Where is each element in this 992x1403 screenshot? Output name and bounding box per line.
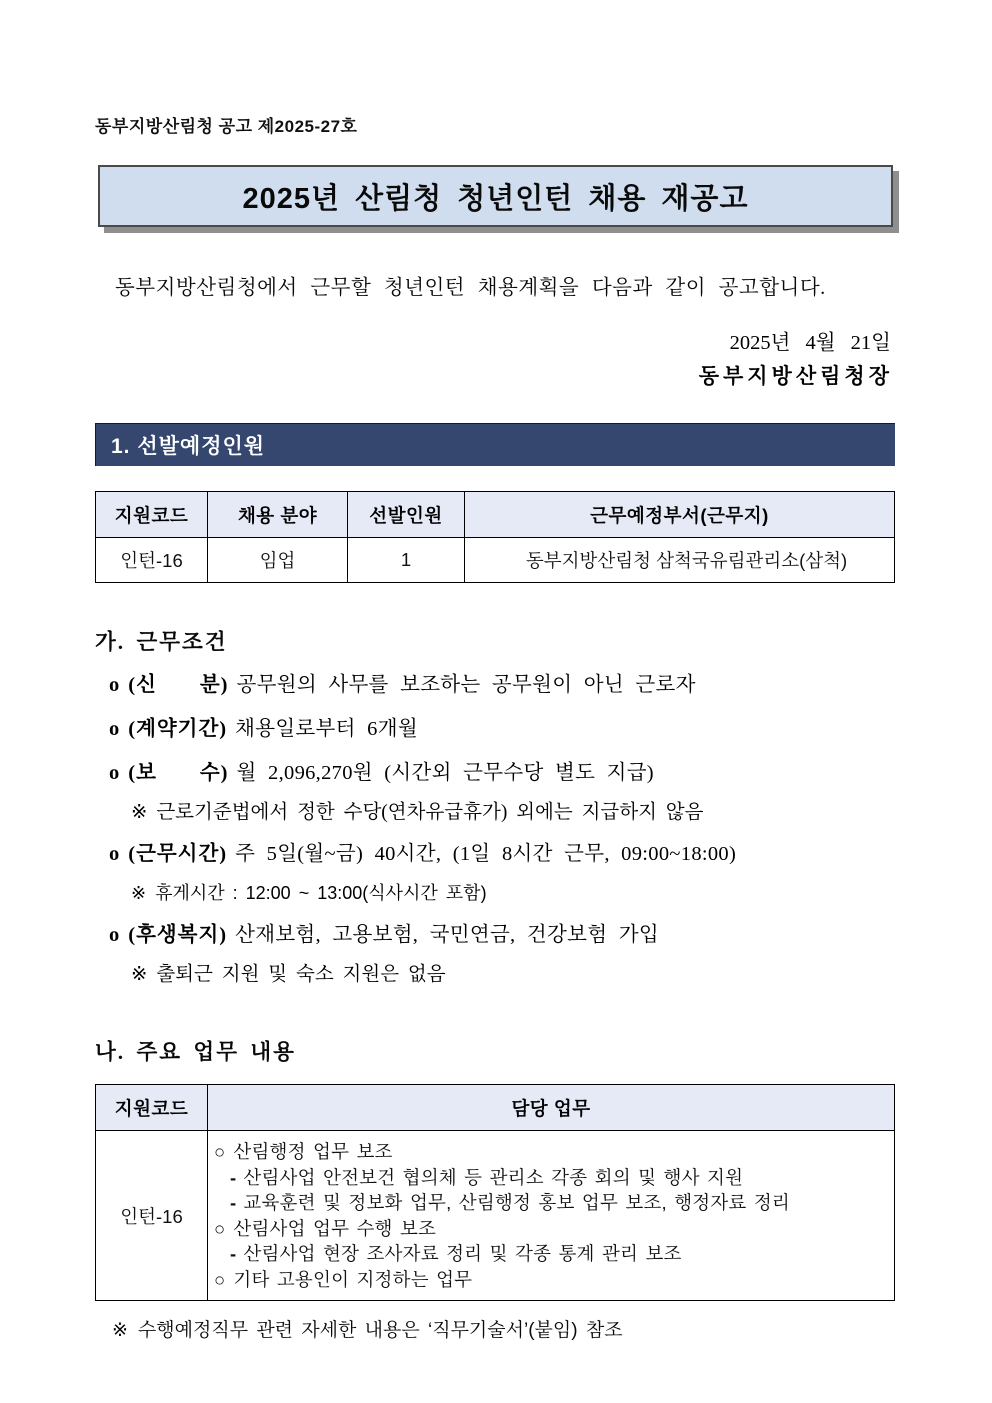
condition-label: (근무시간) bbox=[128, 843, 228, 865]
task-marker: - bbox=[230, 1166, 237, 1188]
cell-count: 1 bbox=[348, 538, 465, 583]
task-marker: - bbox=[230, 1243, 237, 1264]
selection-table bbox=[95, 491, 895, 583]
condition-label: (보 수) bbox=[128, 762, 229, 784]
cell-tasks bbox=[208, 1131, 895, 1301]
condition-item-contract bbox=[95, 714, 895, 745]
task-line bbox=[214, 1216, 884, 1242]
condition-note-commute bbox=[95, 960, 895, 989]
cell-field: 임업 bbox=[208, 538, 348, 583]
condition-label: (후생복지) bbox=[128, 924, 228, 946]
conditions-heading: 가. 근무조건 bbox=[95, 630, 228, 654]
task-text: 기타 고용인이 지정하는 업무 bbox=[233, 1268, 473, 1290]
announcement-date: 2025년 4월 21일 bbox=[729, 332, 891, 354]
col-header-count: 선발인원 bbox=[348, 492, 465, 538]
task-line bbox=[214, 1190, 884, 1216]
col-header-code: 지원코드 bbox=[96, 492, 208, 538]
condition-text: 채용일로부터 6개월 bbox=[235, 718, 418, 740]
conditions-list bbox=[95, 670, 895, 989]
note-marker: ※ bbox=[131, 883, 147, 903]
condition-text: 산재보험, 고용보험, 국민연금, 건강보험 가입 bbox=[235, 924, 659, 946]
task-text: 산림사업 현장 조사자료 정리 및 각종 통계 관리 보조 bbox=[243, 1243, 682, 1264]
section-heading: 1. 선발예정인원 bbox=[111, 435, 266, 458]
bullet-marker: o bbox=[109, 674, 120, 696]
cell-code: 인턴-16 bbox=[96, 538, 208, 583]
title-box bbox=[98, 165, 893, 227]
task-text: 산림행정 업무 보조 bbox=[233, 1141, 393, 1162]
signer-name: 동부지방산림청장 bbox=[698, 364, 893, 388]
note-marker: ※ bbox=[112, 1320, 128, 1341]
condition-text: 주 5일(월~금) 40시간, (1일 8시간 근무, 09:00~18:00) bbox=[235, 843, 737, 865]
condition-item-welfare bbox=[95, 920, 895, 951]
cell-code: 인턴-16 bbox=[96, 1131, 208, 1301]
note-text: 출퇴근 지원 및 숙소 지원은 없음 bbox=[156, 964, 446, 985]
task-text: 교육훈련 및 정보화 업무, 산림행정 홍보 업무 보조, 행정자료 정리 bbox=[243, 1192, 790, 1213]
selection-table-row bbox=[96, 538, 895, 583]
condition-note-break bbox=[95, 879, 895, 908]
task-line bbox=[214, 1267, 884, 1293]
bullet-marker: o bbox=[109, 924, 120, 946]
task-line bbox=[214, 1241, 884, 1267]
note-text: 휴게시간 : 12:00 ~ 13:00(식사시간 포함) bbox=[155, 883, 487, 903]
duties-table-header-row bbox=[96, 1085, 895, 1131]
condition-text: 공무원의 사무를 보조하는 공무원이 아닌 근로자 bbox=[236, 674, 696, 696]
condition-item-hours bbox=[95, 839, 895, 870]
col-header-field: 채용 분야 bbox=[208, 492, 348, 538]
intro-paragraph: 동부지방산림청에서 근무할 청년인턴 채용계획을 다음과 같이 공고합니다. bbox=[115, 277, 826, 299]
cell-workplace: 동부지방산림청 삼척국유림관리소(삼척) bbox=[465, 538, 895, 583]
note-marker: ※ bbox=[131, 802, 148, 823]
condition-note-allowance bbox=[95, 798, 895, 827]
notice-number: 동부지방산림청 공고 제2025-27호 bbox=[95, 117, 358, 136]
task-marker: - bbox=[230, 1192, 237, 1213]
task-text: 산림사업 업무 수행 보조 bbox=[233, 1217, 437, 1239]
section-header-bar bbox=[95, 423, 895, 466]
col-header-tasks: 담당 업무 bbox=[208, 1085, 895, 1131]
task-line bbox=[214, 1165, 884, 1191]
bullet-marker: o bbox=[109, 718, 120, 740]
document-title: 2025년 산림청 청년인턴 채용 재공고 bbox=[242, 182, 749, 215]
bullet-marker: o bbox=[109, 843, 120, 865]
bullet-marker: o bbox=[109, 762, 120, 784]
col-header-code: 지원코드 bbox=[96, 1085, 208, 1131]
note-text: 근로기준법에서 정한 수당(연차유급휴가) 외에는 지급하지 않음 bbox=[156, 802, 704, 823]
duties-heading: 나. 주요 업무 내용 bbox=[95, 1040, 296, 1064]
task-marker: ○ bbox=[214, 1141, 226, 1162]
condition-label: (신 분) bbox=[128, 674, 229, 696]
condition-item-pay bbox=[95, 758, 895, 789]
condition-text: 월 2,096,270원 (시간외 근무수당 별도 지급) bbox=[236, 762, 654, 784]
col-header-workplace: 근무예정부서(근무지) bbox=[465, 492, 895, 538]
task-text: 산림사업 안전보건 협의체 등 관리소 각종 회의 및 행사 지원 bbox=[243, 1166, 744, 1188]
footer-note-text: 수행예정직무 관련 자세한 내용은 ‘직무기술서’(붙임) 참조 bbox=[137, 1320, 623, 1341]
task-line bbox=[214, 1139, 884, 1165]
duties-table-row bbox=[96, 1131, 895, 1301]
task-marker: ○ bbox=[214, 1268, 226, 1290]
duties-table bbox=[95, 1084, 895, 1301]
selection-table-header-row bbox=[96, 492, 895, 538]
note-marker: ※ bbox=[131, 964, 148, 985]
condition-item-status bbox=[95, 670, 895, 701]
footer-note bbox=[95, 1317, 895, 1345]
task-marker: ○ bbox=[214, 1217, 226, 1239]
condition-label: (계약기간) bbox=[128, 718, 228, 740]
